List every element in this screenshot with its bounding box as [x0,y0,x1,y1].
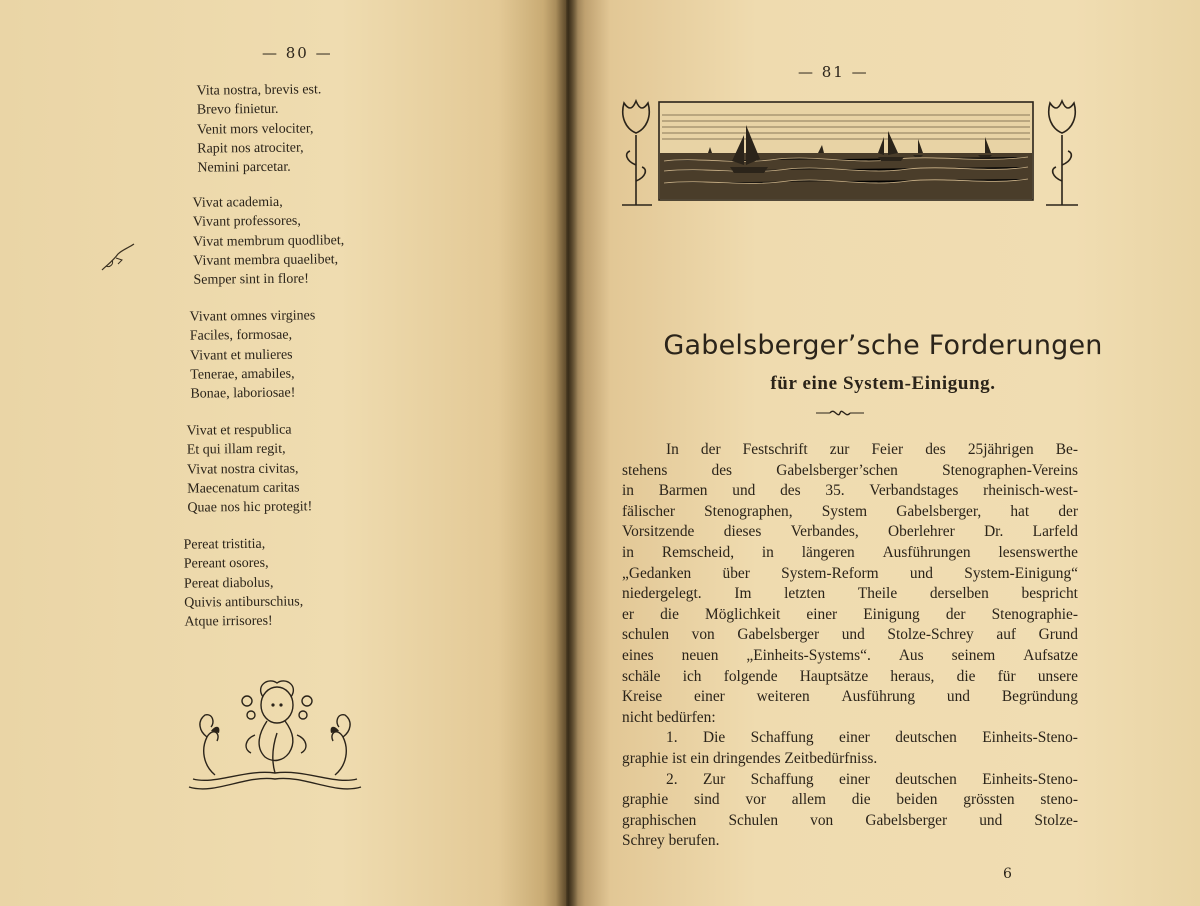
right-page-number: — 81 — [798,63,869,81]
word: Ausführungen [882,543,971,561]
word: von [691,626,715,644]
verse-line: Et qui illam regit, [186,441,286,458]
word: Die [702,729,726,747]
word: Zur [702,770,726,788]
word: Begründung [1001,688,1078,706]
body-line [622,625,1078,646]
word: Gabelsberger’schen [776,461,898,479]
word: und [732,482,756,500]
word: graphischen [622,811,697,829]
word: Gabelsberger [865,811,948,829]
body-line: graphie ist ein dringendes Zeitbedürfniss. [622,749,878,767]
word: eines [622,646,654,664]
word: letzten [784,585,826,603]
verse-line: Pereat diabolus, [183,575,274,592]
word: ich [682,667,702,685]
word: Dr. [984,523,1004,541]
word: In [666,441,679,458]
poem-stanza [186,420,312,518]
word: lesenswerthe [998,543,1078,561]
word: Möglichkeit [705,605,781,623]
word: deutschen [895,729,957,747]
verse-line: Maecenatum caritas [187,480,300,497]
word: Einigung [863,605,920,623]
word: Stenographen, [704,502,793,520]
word: Stolze-Schrey [887,626,974,644]
word: vor [745,791,766,809]
word: fälischer [622,502,675,520]
word: die [956,667,976,685]
word: in [761,543,774,561]
word: Barmen [658,482,708,500]
word: niedergelegt. [622,585,702,603]
poem-stanza [192,192,344,290]
word: Kreise [622,688,663,706]
word: Aus [898,646,924,664]
word: 35. [825,482,845,500]
word: die [660,605,679,623]
verse-line: Vivat et respublica [186,422,292,439]
verse-line: Bonae, laboriosae! [190,385,296,402]
verse-line: Brevo finietur. [196,102,279,118]
word: er [622,605,634,623]
word: Schulen [728,811,779,829]
word: Ausführung [841,688,916,706]
word: Verbandes, [790,523,859,541]
word: auf [996,626,1017,644]
word: und [979,811,1003,829]
word: von [810,811,834,829]
verse-line: Semper sint in flore! [193,271,309,288]
word: bespricht [1021,585,1078,603]
word: seinem [951,646,996,664]
word: rheinisch-west- [983,482,1078,500]
verse-line: Vivant membra quaelibet, [193,252,339,269]
floral-vignette-icon [185,675,365,800]
word: weiteren [756,688,810,706]
word: Feier [871,441,904,458]
body-line [622,687,1078,708]
body-line: Schrey berufen. [622,832,720,850]
word: Larfeld [1032,523,1078,541]
body-line [622,543,1078,564]
word: Einheits-Steno- [982,729,1078,747]
word: Theile [857,585,898,603]
word: System [821,502,868,520]
verse-line: Vivat academia, [192,194,283,211]
word: allem [791,791,826,809]
verse-line: Pereat tristitia, [183,536,266,553]
word: 2. [666,770,678,788]
verse-line: Vivat nostra civitas, [186,461,299,478]
word: die [851,791,871,809]
body-line: nicht bedürfen: [622,708,716,726]
word: 1. [666,729,678,747]
word: Schaffung [750,770,814,788]
body-line [622,522,1078,543]
word: der [1058,502,1078,520]
word: Gabelsberger, [896,502,982,520]
word: hat [1010,502,1030,520]
word: und [909,564,933,582]
verse-line: Venit mors velociter, [196,121,314,138]
word: sind [693,791,720,809]
body-line [622,790,1078,811]
verse-line: Vita nostra, brevis est. [196,82,322,99]
word: unsere [1037,667,1078,685]
word: Im [734,585,752,603]
word: in [622,482,634,500]
ships-at-sea-illustration [618,95,1090,210]
body-line [622,646,1078,667]
body-line [622,440,1078,461]
word: Schaffung [750,729,814,747]
body-line [622,667,1078,688]
word: deutschen [895,770,957,788]
word: beiden [896,791,938,809]
verse-line: Tenerae, amabiles, [190,366,295,383]
word: steno- [1040,791,1078,809]
poem-stanza [183,534,303,632]
body-text [622,440,1078,852]
verse-line: Quivis antiburschius, [184,594,304,611]
word: neuen [681,646,719,664]
word: einer [839,770,870,788]
word: Oberlehrer [888,523,955,541]
word: und [946,688,970,706]
verse-line: Pereant osores, [183,556,269,572]
word: Grund [1038,626,1078,644]
verse-line: Vivant professores, [192,213,301,231]
body-line [622,461,1078,482]
word: Einheits-Steno- [982,770,1078,788]
word: System-Einigung“ [964,564,1078,582]
word: dieses [723,523,762,541]
body-line [622,728,1078,749]
word: schulen [622,626,670,644]
word: Stolze- [1034,811,1078,829]
word: einer [839,729,870,747]
body-line [622,605,1078,626]
word: heraus, [890,667,935,685]
word: Vorsitzende [622,523,695,541]
word: für [997,667,1016,685]
word: Aufsatze [1023,646,1078,664]
word: Stenographen-Vereins [942,461,1078,479]
left-page-number: — 80 — [262,44,333,62]
body-line [622,481,1078,502]
book-gutter [556,0,578,906]
word: folgende [723,667,778,685]
ink-mark-icon [98,240,138,276]
chapter-subtitle: für eine System-Einigung. [770,373,996,394]
word: Festschrift [742,441,808,458]
word: der [945,605,966,623]
body-line [622,502,1078,523]
verse-line: Vivat membrum quodlibet, [192,232,345,250]
word: grössten [963,791,1015,809]
left-page [0,0,566,906]
word: einer [806,605,838,623]
body-line [622,564,1078,585]
verse-line: Nemini parcetar. [197,159,291,176]
word: Hauptsätze [799,667,869,685]
word: „Gedanken [622,564,692,582]
word: System-Reform [781,564,879,582]
word: des [780,482,801,500]
word: des [925,441,946,458]
word: „Einheits-Systems“. [746,646,871,664]
poem-stanza [196,80,322,178]
word: Verbandstages [869,482,959,500]
word: schäle [622,667,661,685]
signature-mark: 6 [1003,866,1012,882]
verse-line: Vivant omnes virgines [189,308,316,325]
word: Gabelsberger [737,626,820,644]
word: Remscheid, [661,543,735,561]
body-line [622,811,1078,832]
word: in [622,543,634,561]
word: graphie [622,791,669,809]
verse-line: Quae nos hic protegit! [187,499,313,516]
poem-stanza [189,306,316,404]
word: der [700,441,721,458]
verse-line: Rapit nos atrociter, [197,140,304,157]
body-line [622,584,1078,605]
word: des [711,461,733,479]
chapter-title: Gabelsberger’sche Forderungen [663,330,1103,361]
flourish-icon [814,406,866,420]
word: längeren [801,543,855,561]
word: stehens [622,461,668,479]
word: Stenographie- [991,605,1078,623]
word: über [722,564,750,582]
verse-line: Vivant et mulieres [189,347,293,364]
word: zur [829,441,850,458]
body-line [622,770,1078,791]
right-page [566,0,1200,906]
word: einer [694,688,725,706]
word: Be- [1055,441,1078,458]
verse-line: Atque irrisores! [184,613,273,630]
word: und [841,626,865,644]
verse-line: Faciles, formosae, [189,327,293,344]
word: derselben [929,585,989,603]
word: 25jährigen [967,441,1034,458]
